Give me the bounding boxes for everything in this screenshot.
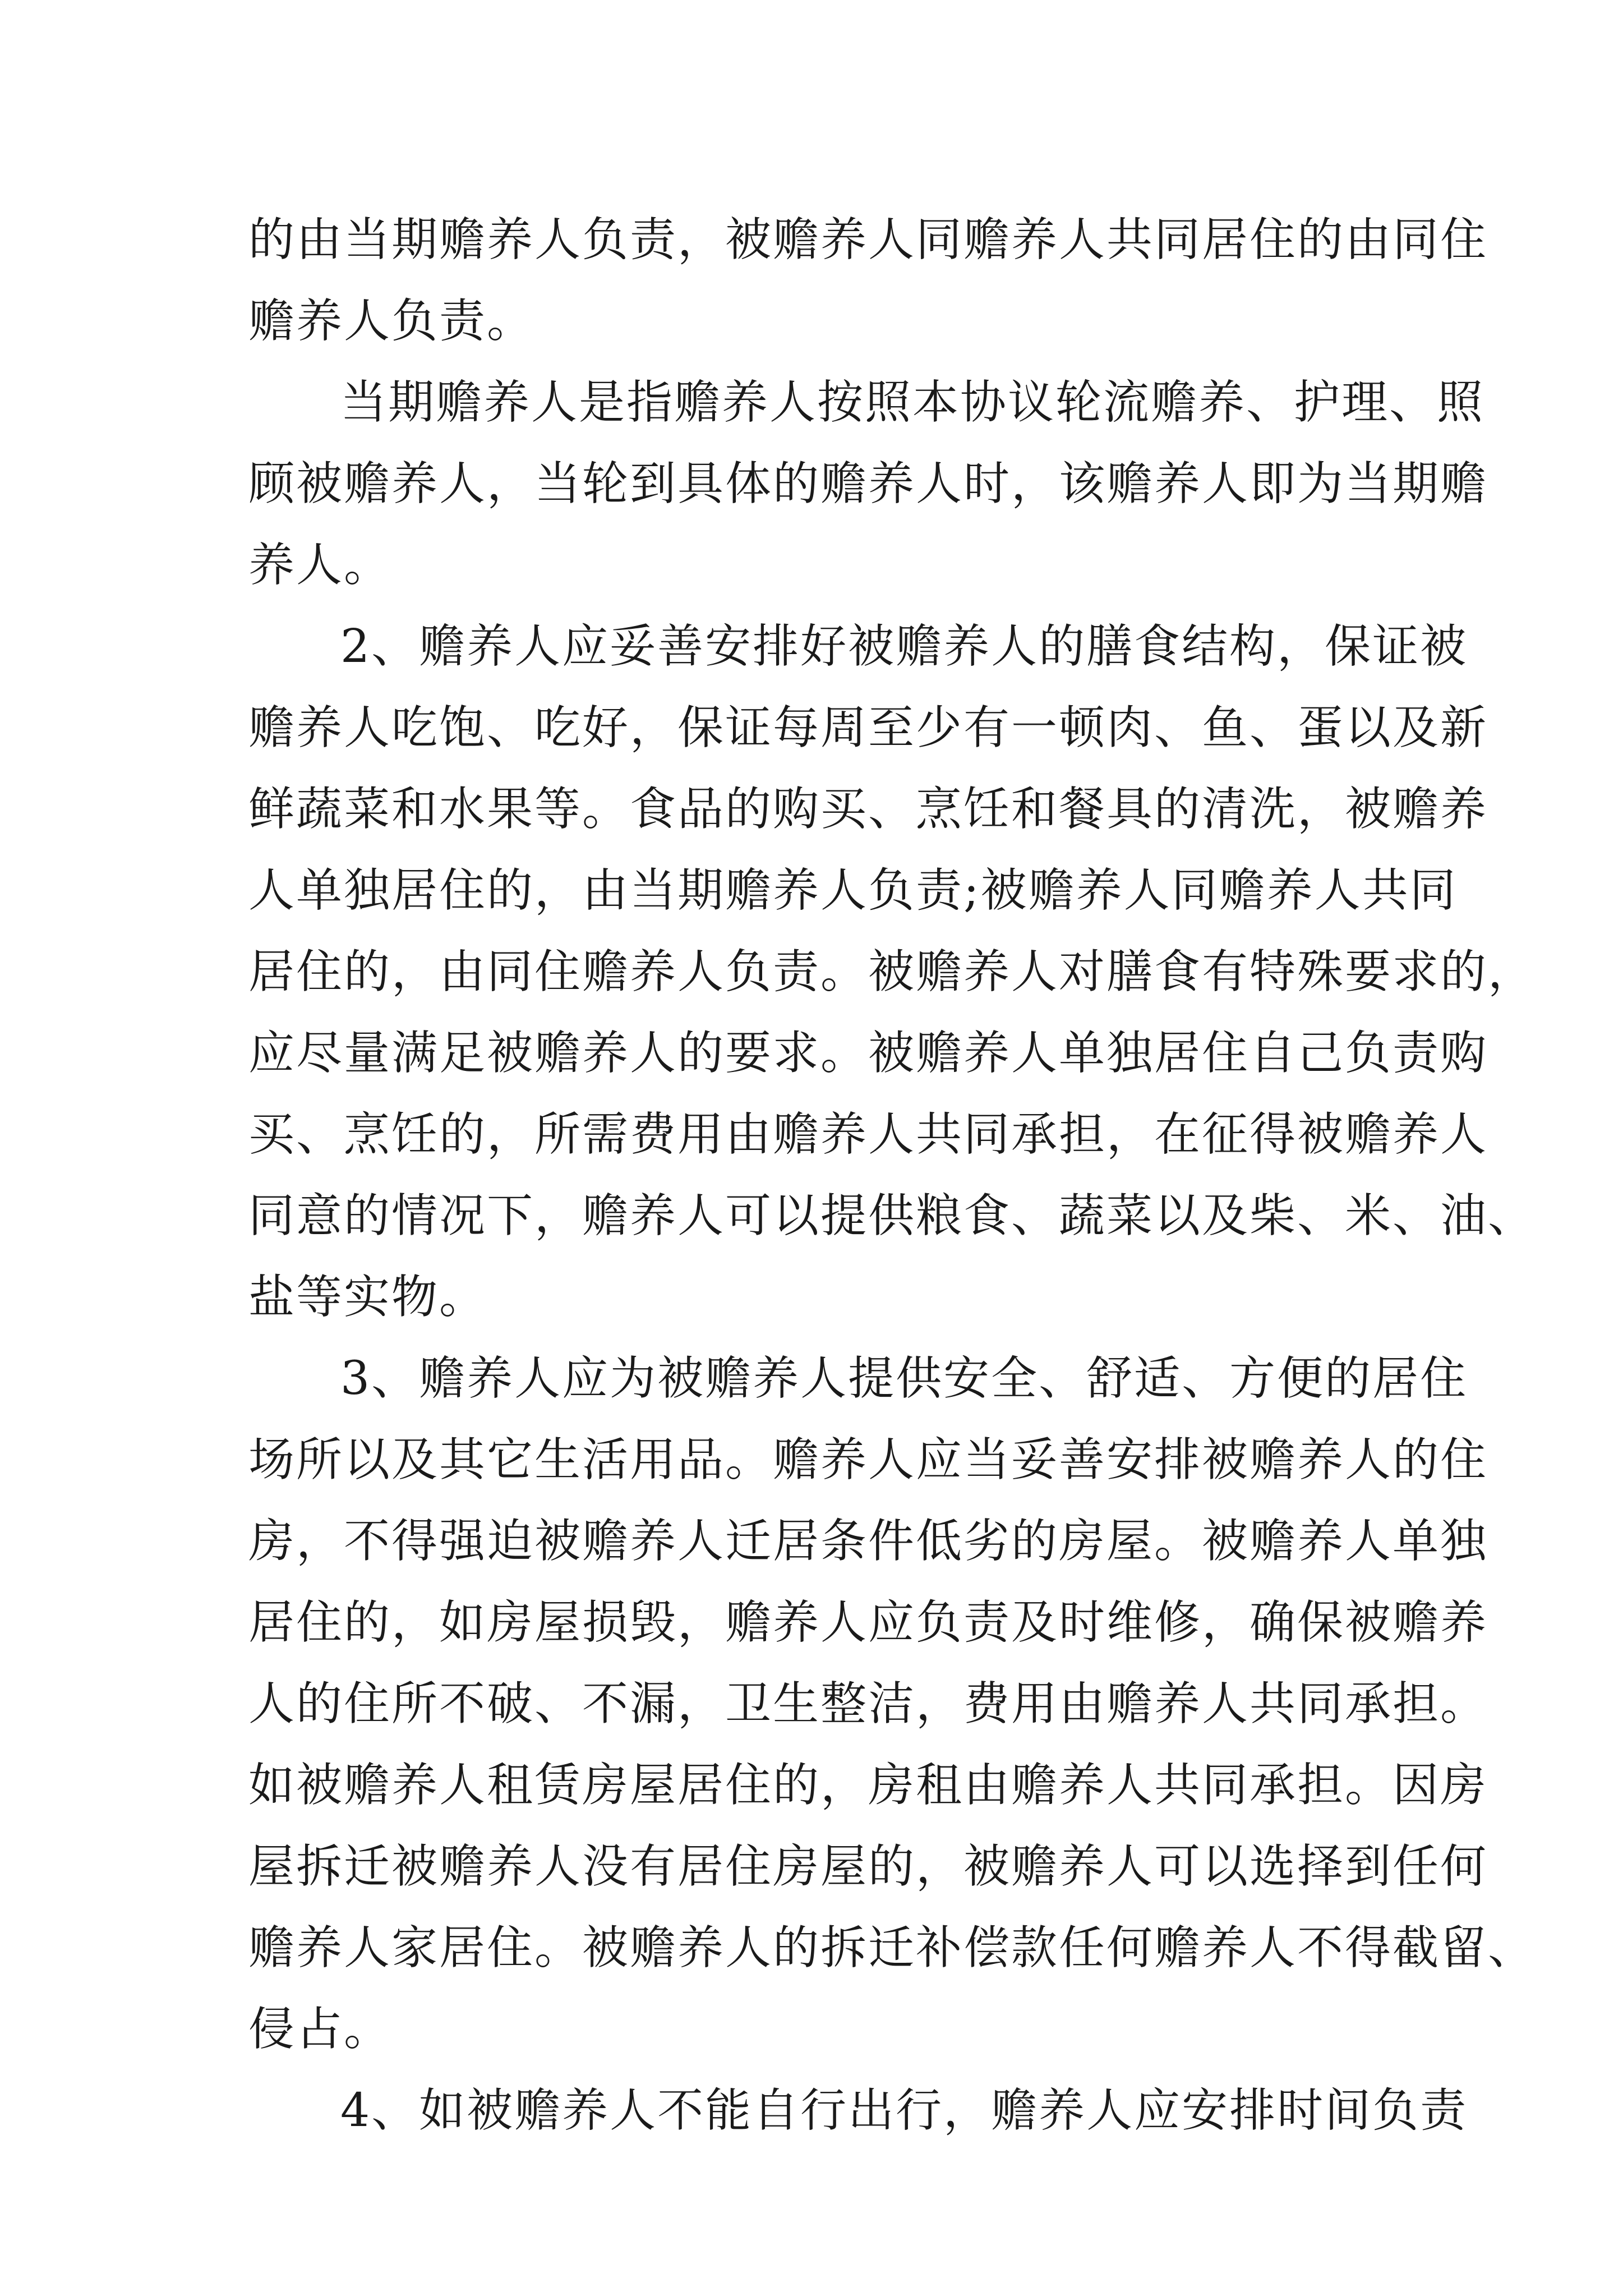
text-line: 居住的，由同住赡养人负责。被赡养人对膳食有特殊要求的， <box>248 945 1536 999</box>
text-line: 养人。 <box>248 539 392 592</box>
text-line: 人的住所不破、不漏，卫生整洁，费用由赡养人共同承担。 <box>248 1677 1488 1731</box>
text-line: 的由当期赡养人负责，被赡养人同赡养人共同居住的由同住 <box>248 213 1488 266</box>
paragraph-first-line: 2、赡养人应妥善安排好被赡养人的膳食结构，保证被 <box>340 620 1468 673</box>
text-line: 场所以及其它生活用品。赡养人应当妥善安排被赡养人的住 <box>248 1433 1488 1487</box>
text-line: 房，不得强迫被赡养人迁居条件低劣的房屋。被赡养人单独 <box>248 1515 1488 1568</box>
paragraph-first-line: 当期赡养人是指赡养人按照本协议轮流赡养、护理、照 <box>340 376 1485 429</box>
text-line: 应尽量满足被赡养人的要求。被赡养人单独居住自己负责购 <box>248 1027 1488 1080</box>
text-line: 顾被赡养人，当轮到具体的赡养人时，该赡养人即为当期赡 <box>248 457 1488 510</box>
text-line: 如被赡养人租赁房屋居住的，房租由赡养人共同承担。因房 <box>248 1759 1488 1812</box>
document-body <box>248 199 1536 2151</box>
text-line: 鲜蔬菜和水果等。食品的购买、烹饪和餐具的清洗，被赡养 <box>248 783 1488 836</box>
text-line: 同意的情况下，赡养人可以提供粮食、蔬菜以及柴、米、油、 <box>248 1189 1536 1243</box>
text-line: 屋拆迁被赡养人没有居住房屋的，被赡养人可以选择到任何 <box>248 1840 1488 1893</box>
text-line: 盐等实物。 <box>248 1271 487 1324</box>
text-line: 居住的，如房屋损毁，赡养人应负责及时维修，确保被赡养 <box>248 1596 1488 1649</box>
text-line: 人单独居住的，由当期赡养人负责;被赡养人同赡养人共同 <box>248 864 1458 917</box>
text-line: 侵占。 <box>248 2003 392 2056</box>
text-line: 赡养人负责。 <box>248 295 535 348</box>
text-line: 赡养人家居住。被赡养人的拆迁补偿款任何赡养人不得截留、 <box>248 1921 1536 1975</box>
paragraph-first-line: 4、如被赡养人不能自行出行，赡养人应安排时间负责 <box>340 2084 1468 2137</box>
paragraph-first-line: 3、赡养人应为被赡养人提供安全、舒适、方便的居住 <box>340 1352 1468 1405</box>
text-line: 买、烹饪的，所需费用由赡养人共同承担，在征得被赡养人 <box>248 1108 1488 1161</box>
text-line: 赡养人吃饱、吃好，保证每周至少有一顿肉、鱼、蛋以及新 <box>248 701 1488 754</box>
